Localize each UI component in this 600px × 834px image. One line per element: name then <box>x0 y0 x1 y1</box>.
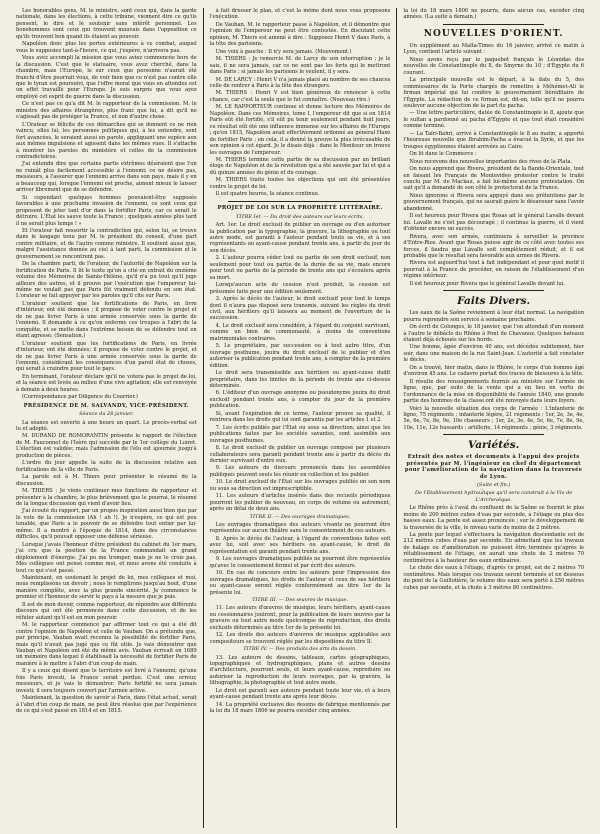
article-paragraph: Et l'orateur fait ressortir la contradiction qui, selon lui, se trouve dans le langage tenu par M. le président du conseil, d'une part contre militaire, et de l'autre comme ministre. Il soutient aussi que, malgré l'assistance donnée au ciel à tant parti, la commission et le gouvernement se rencontrent pas. <box>16 227 197 260</box>
article-paragraph: 6. L'éditeur d'un ouvrage anonyme ou pseudonyme jouira du droit exclusif pendant trente ans, à compter du jour de la première publication. <box>209 390 391 410</box>
varietes-title: Variétés. <box>468 439 520 452</box>
article-paragraph: — Une lettre particulière, datée de Constantinople le 8, ajoute que le sultan a pardonné au pacha d'Égypte et que tout était considéré comme terminé. <box>403 110 585 130</box>
article-paragraph: Une femme, âgée d'environ 40 ans, est décédée subitement, hier soir, dans une maison de la rue Saint-Jean. L'autorité a fait constater le décès. <box>403 344 585 364</box>
article-paragraph: 10. Le droit exclusif de l'État sur les ouvrages publiés en son nom ou sous sa direction est imprescriptible. <box>209 479 391 492</box>
article-paragraph: Maintenant, la question de savoir si Paris, dans l'état actuel, serait à l'abri d'un coup de main, ne peut être résolue que par l'expérience de ce qui s'est passé en 1814 et en 1815. <box>16 695 197 715</box>
property-law-title: PROJET DE LOI SUR LA PROPRIÉTÉ LITTÉRAIRE. <box>217 204 383 211</box>
divider <box>443 24 544 25</box>
article-paragraph: 10. En cas de concours entre les auteurs pour l'impression des ouvrages dramatiques, les droits de l'auteur et ceux de ses héritiers ou ayant-cause seront réglés conformément au titre 1er de la présente loi. <box>209 570 391 596</box>
article-paragraph: M. THIERS termine cette partie de sa discussion par un brillant éloge de Napoléon et de la révolution qui a été sauvée par lui et qui a dû quinze années du génie et du courage. <box>209 156 391 176</box>
article-paragraph: Il résulte des renseignements fournis au ministre sur l'armée de ligne, que, par suite de la vente qui a en lieu en vertu de l'ordonnance de la mise en disponibilité de l'année 1840, une grande partie des hommes de la classe ont été renvoyés dans leurs foyers. <box>403 378 585 405</box>
article-paragraph: J'ai écouté du rapport, par un propos inspiration aussi bien que par le vote de la commission (Ah ! ah !). Je n'espère, ce qui est peu tenable, que Paris a le pouvoir de se défendre tout entier par lui-même. Il a montré à l'époque de 1814, dans des circonstances difficiles, qu'il pouvait opposer une défense sérieuse. <box>16 508 197 541</box>
column-1 <box>10 8 203 828</box>
article-paragraph: J'ai entendu dire que certains partis extrêmes désiraient que l'on ne ruinât plus facilement accessible à l'ennemi; ce ne désire pas, messieurs, à l'assurer que l'ennemi arrive dans son pays, mais il y en a beaucoup qui, lorsque l'ennemi est proche, aiment mieux le laisser arriver librement que de se défendre. <box>16 161 197 194</box>
article-paragraph: à fait dresser le plan, et c'est la même dont nous vous proposons l'exécution. <box>209 8 391 21</box>
article-paragraph: Lorsque j'avais l'honneur d'être président du cabinet du 1er mars, j'ai cru que la position de la France commandait un grand déploiement d'énergie. J'ai pu me tromper, mais je ne le crois pas. Mes collègues ont pensé comme moi, et nous avons été conduits à tout ce qui s'est passé. <box>16 541 197 574</box>
orient-news-title: NOUVELLES D'ORIENT. <box>423 28 564 39</box>
article-paragraph: Il y a ceux qui disent que le territoire est livré à l'ennemi; qu'une fois Paris investi, la France serait perdue. C'est une erreur, messieurs, et je vais le démontrer. Paris fortifié ne sera jamais investi; il sera toujours couvert par l'armée active. <box>16 668 197 694</box>
article-paragraph: Voici la nouvelle situation des corps de l'armée : L'infanterie de ligne, 75 régiments ; infanterie légère, 21 régiments ; 1er, 2e, 3e, 4e, 5e, 6e, 7e, 8e, 9e, 10e chasseurs ; 1er, 2e, 3e, 4e, 5e, 6e, 7e, 8e, 9e, 10e, 11e, 12e hussards ; artillerie, 14 régiments ; génie, 3 régiments. <box>403 405 585 431</box>
article-paragraph: De Vauban, M. le rapporteur passe à Napoléon, et il démontre que l'opinion de l'empereur ne peut être contestée. En discutant cette opinion, M. Thiers est amené à dire : Supposez Henri V dans Paris, à la tête des parisiens. <box>209 21 391 48</box>
article-paragraph: Nous avons reçu par le paquebot français le Léonidas des nouvelles de Constantinople du 8, de Smyrne du 10 ; d'Égypte du 6 courant. <box>403 56 585 76</box>
varietes-subtitle: Extrait des notes et documents à l'appui des projets présentés par M. l'ingénieur en chef du département pour l'amélioration de la navigation dans la traversée de Lyon. <box>404 454 583 480</box>
article-paragraph: M. DE LARCY : Henri V n'a jamais placé au nombre de ses chances celle de rentrer à Paris à la tête des étrangers. <box>209 76 391 89</box>
article-paragraph: On nous apprend que Rivera, président de la Bande-Orientale, tout en faisant les Français de Montevideo protester contre le traité conclu par M. de Mackau, a fait lui-même aucune protestation. On sait qu'il a demandé de son côté le protectorat de la France. <box>403 166 585 192</box>
title-1-heading: TITRE Ier. — Du droit des auteurs sur leurs écrits. <box>235 213 365 220</box>
article-paragraph: L'orateur soutient que les fortifications de Paris, en livre d'intérieur, ont été données ; il propose de voter contre le projet et de ne pas livrer Paris à une armée conservée sous la garde de l'ennemi. Il demande à ce qu'on enferme ces troupes à l'abri de la conquête, et se mette dans l'extrême besoin de se défendre tout en étant agressé. (Sensation.) <box>16 300 197 340</box>
article-paragraph: 9. Les auteurs de discours prononcés dans les assemblées publiques peuvent seuls les réunir en collection et les publier. <box>209 465 391 478</box>
article-paragraph: De la chambre parti, de l'orateur, de l'autorité de Napoléon sur la fortification de Paris. Il lit le texte qu'on a cité en extrait du onzième volume des Mémoires de Sainte-Hélène, qu'il n'a pu tout qu'il juge ailleurs des autres, et il prouve par l'exécution que l'empereur lui-même ne voulait pas que Paris fût vraiment défendu en son état. L'orateur se fait appuyer par les paroles qu'il cite sur Paris. <box>16 261 197 300</box>
article-paragraph: Le droit est garanti aux auteurs pendant toute leur vie, et à leurs ayant-cause pendant trente ans après leur décès. <box>209 687 391 701</box>
article-paragraph: M. LE RAPPORTEUR continue et donne lecture des Mémoires de Napoléon. Dans ces Mémoires, tome I, l'empereur dit que si en 1814 Paris eût été fortifié, s'il eût pu tenir seulement pendant huit jours, ce résultat eût été une influence immense sur les affaires de l'Europe ; qu'en 1815, Napoléon avait effectivement ordonné au général Haxo de fortifier Paris ; en cela, il a donné la preuve la plus irrécusable de son opinion à cet égard. Je le disais déjà : dans le Moniteur on trouve les ouvrages de l'empereur. <box>209 104 391 156</box>
article-paragraph: Ce n'est pas ce qu'a dit M. le rapporteur de la commission. M. le ministre des affaires étrangères, plus franc que lui, a dit qu'il ne s'agissait pas de protéger la France, et non d'autre chose. <box>16 101 197 121</box>
article-paragraph: Les ouvrages dramatiques des auteurs vivants ne pourront être représentés sur aucun théâtre sans le consentement de ces auteurs. <box>209 521 391 535</box>
session-date: Séance du 28 janvier. <box>79 411 134 418</box>
divider <box>443 434 544 435</box>
article-paragraph: La principale nouvelle est le départ, à la date du 5, des commissaires de la Porte chargés de remettre à Méhémet-Ali le firman impérial qui lui confère le gouvernement héréditaire de l'Égypte. La rédaction de ce firman est, dit-on, telle qu'il ne pourra soulever aucune objection de la part du pacha. <box>403 77 585 109</box>
article-paragraph: On lit dans le Commerce : <box>409 151 477 158</box>
article-paragraph: Lorsqu'aucun acte de cession n'est produit, la cession est présumée faite pour une édition seulement. <box>209 282 391 295</box>
article-paragraph: Nous ignorons si Rivera sera appuyé dans ses prétentions par le gouvernement français, qui ne saurait guère le désavouer sans l'avoir abandonné. <box>403 192 585 212</box>
col2-paragraphs-4 <box>210 605 391 645</box>
article-paragraph: 4. Le droit exclusif sera considéré, à l'égard du conjoint survivant, comme un bien de communauté, à moins de conventions matrimoniales contraires. <box>209 322 391 342</box>
varietes-continuation: (Suite et fin.) <box>476 482 511 488</box>
article-paragraph: Art. 1er. Le droit exclusif de publier un ouvrage ou d'en autoriser la publication par la typographie, la gravure, la lithographie ou tout autre mode, est garanti à l'auteur pendant toute sa vie, et à ses représentants ou ayant-cause pendant trente ans, à partir du jour de son décès. <box>209 222 391 254</box>
article-paragraph: 8. Le droit exclusif de publier un ouvrage composé par plusieurs collaborateurs sera garanti pendant trente ans à partir du décès du dernier survivant d'entre eux. <box>209 445 391 464</box>
title-2-heading: TITRE II. — Des ouvrages dramatiques. <box>249 513 351 520</box>
col2-paragraphs-2 <box>210 222 391 512</box>
article-paragraph: 5. Le propriétaire, par succession ou à tout autre titre, d'un ouvrage posthume, jouira du droit exclusif de le publier et d'en autoriser la publication pendant trente ans, à compter de la première édition. <box>209 343 391 369</box>
article-paragraph: Il est heureux pour Rivera que le général Lavalle devant lui. <box>409 280 565 287</box>
divider <box>443 290 544 291</box>
article-paragraph: Le chute des eaux à l'étiage, d'après ce projet, est de 2 mètres 70 centimètres. Mais lorsque ces travaux seront terminés et en dessous du pont de la Guillotière, le volume des eaux sera porté à 250 mètres cubes par seconde, et la chute à 3 mètres 80 centimètres. <box>403 565 585 591</box>
article-paragraph: 11. Les auteurs d'articles insérés dans des recueils périodiques pourront les publier de nouveau, en corps de volume ou autrement, après un délai de deux ans. <box>209 493 391 513</box>
article-paragraph: M. THIERS : Je viens continuer mes fonctions de rapporteur et présenter à la chambre, le plus brièvement que le pourrai, le résumé de la longue discussion qui vient d'avoir lieu. <box>16 488 197 507</box>
article-paragraph: 12. Les droits des auteurs d'œuvres de musique applicables aux compositeurs se trouvent réglés par les dispositions du titre II. <box>209 632 391 645</box>
article-paragraph: Il est de mon devoir, comme rapporteur, de répondre aux différents discours qui ont été prononcés dans cette discussion, et de les réfuter autant qu'il est en mon pouvoir. <box>16 601 197 621</box>
col1-paragraphs <box>16 8 197 401</box>
article-paragraph: (Correspondance par Diligence du Courrier.) <box>22 394 138 401</box>
col2-paragraphs <box>210 8 391 198</box>
article-paragraph: Les eaux de la Saône reviennent à leur état normal. La navigation pourra reprendre son service à semaine prochaine. <box>403 310 585 323</box>
article-paragraph: 8. Après le décès de l'auteur, à l'égard de conventions faites soit avec lui, soit avec ses héritiers ou ayant-cause, le droit de représentation est garanti pendant trente ans. <box>209 535 391 555</box>
article-paragraph: On a trouvé, hier matin, dans le Rhône, le corps d'un homme âgé d'environ 45 ans. Le cadavre portait des traces de blessures à la tête. <box>403 364 585 378</box>
article-paragraph: M. THIERS traite toutes les objections qui ont été présentées contre le projet de loi. <box>209 177 391 190</box>
article-paragraph: 7. Les écrits publiés par l'État ou sous sa direction, ainsi que les publications faites par les sociétés savantes, sont assimilés aux ouvrages posthumes. <box>209 424 391 444</box>
title-4-heading: TITRE IV. — Des produits des arts du dessin. <box>243 646 357 653</box>
article-paragraph: 13. Les auteurs de dessins, tableaux, cartes géographiques, topographiques et hydrographiques, plans et autres dessins d'architecture, pourront seuls, et leurs ayant-cause, reproduire ou autoriser la reproduction de leurs ouvrages, par la gravure, la lithographie, la photographie et tout autre mode. <box>209 654 391 687</box>
article-paragraph: 2. L'auteur pourra céder tout ou partie de son droit exclusif, non seulement pour tout ou partie de la durée de sa vie, mais encore pour tout ou partie de la période de trente ans qui s'écoulera après sa mort. <box>209 255 391 281</box>
article-paragraph: Si, avant l'expiration de ce terme, l'auteur prouve sa qualité, il rentrera dans les droits qui lui sont garantis par les articles 1 et 2. <box>209 410 391 424</box>
col3-paragraphs <box>403 43 584 287</box>
title-3-heading: TITRE III. — Des œuvres de musique. <box>252 596 348 603</box>
article-paragraph: — La Taïri-Bahri, arrivé à Constantinople le 8 au matin, a apporté l'heureuse nouvelle que Ibrahim-Pacha a évacué la Syrie, et que les troupes égyptiennes étaient arrivées au Caire. <box>403 130 585 150</box>
article-paragraph: Nous recevons des nouvelles importantes des rives de la Plata. <box>409 158 573 165</box>
article-paragraph: 14. La propriété exclusive des dessins de fabrique mentionnés par la loi du 18 mars 1806 ne pourra excéder cinq années. <box>209 701 391 715</box>
divider <box>228 201 373 202</box>
article-paragraph: Un supplément au Malta-Times du 16 janvier, arrivé ce matin à Lyon, contient l'article suivant : <box>403 42 585 56</box>
columns <box>10 8 590 828</box>
column-3 <box>396 8 590 828</box>
session-president-heading: PRÉSIDENCE DE M. SALVANDY, VICE-PRÉSIDENT. <box>23 402 190 409</box>
faits-divers-paragraphs <box>403 310 584 431</box>
article-paragraph: Maintenant, en soutenant le projet de loi, mes collègues et moi, nous remplissons un devoir ; nous le remplirons jusqu'au bout, d'une manière complète, avec la plus grande sincérité. Je commence le premier et l'honneur de servir le pays à la mesure que je puis. <box>16 574 197 601</box>
article-paragraph: Napoléon donc plus les portes extérieures à ce combat, auquel vous le supposiez tant-à-l'heure, ce qui, j'espère, n'arrivera pas. <box>16 41 197 54</box>
article-paragraph: Rivera, avec son armée, continuera à surveiller la province d'Entre-Rios. Avant que Rosas puisse agir de ce côté avec toutes ses forces, il faudra que Lavalle soit complètement réduit, et il est probable que le résultat sera favorable aux armes de Rivera. <box>403 233 585 259</box>
varietes-section-heading: De l'Établissement hydraulique qu'il sera construit à la Vie de L'Archevêque. <box>415 490 573 503</box>
article-paragraph: Vous avez accompli la mission que vous aviez commencée hors de la discussion. C'est que le statuaire, vous avez cherché, dans la chambre, mais l'Europe, le sur ceux que personne n'aurait été franchi d'être pourrait vous, de voir bien que ce n'est pas contre elle que le tyran est poursuivi, que l'offre moral que vous en attendez est un effet travaillé pour l'Europe. Je suis surpris que vous ayez employé cet esprit de guerre dans la discussion. <box>16 55 197 100</box>
faits-divers-title: Faits Divers. <box>457 295 531 308</box>
col1-paragraphs-2 <box>16 420 197 715</box>
article-paragraph: En terminant, l'orateur déclare qu'il ne votera pas le projet de loi, et la séance est levée au milieu d'une vive agitation; elle est renvoyée à demain à deux heures. <box>16 373 197 393</box>
article-paragraph: M. THIERS : Henri V est bien généreux de renoncer à cette chance, car c'est la seule que le fut connaître. (Nouveau rire.) <box>209 90 391 103</box>
article-paragraph: La pente par lequel s'effectuera la navigation descendante est de 212 mètres cubes d'eau par seconde. En admettant que les travaux de halage ou d'amélioration ne puissent être terminés qu'après le rétablissement de l'étiage, on aurait une chute de 2 mètres 70 centimètres à la hauteur des eaux ordinaires. <box>403 532 585 564</box>
col2-paragraphs-5 <box>210 655 391 715</box>
article-paragraph: L'Orateur se félicite de ces démarches qui se donnent ce ne rien vaincu, elles lui, les personnes politiques qui, à les entendre, sont fort avancées, le seraient aussi en parole, appliquant une espèce aux aux mêmes impulsions et agissent dans les mêmes vues. Il s'attache à montrer les paroles du ministère et celles de la commission contradictoires. <box>16 121 197 160</box>
article-paragraph: On écrit de Colonges, le 18 janvier, que l'on attendait d'un moment à l'autre le débâcle du Rhône à Pont de Chavanoz. Quelques bateaux étaient déjà échoués sur les bords. <box>403 324 585 344</box>
article-paragraph: L'ordre du jour appelle la suite de la discussion relative aux fortifications de la ville de Paris. <box>16 460 197 473</box>
col3-top-paragraph: la loi du 18 mars 1806 ne pourra, dans aucun cas, excéder cinq années. (La suite à demain.) <box>403 8 585 21</box>
article-paragraph: Il est heureux pour Rivera que Rosas ait le général Lavalle devant lui. Lavalle ne s'est pas découragé ; il continue la guerre, et il vient d'obtenir encore un succès. <box>403 213 585 233</box>
varietes-paragraphs <box>403 505 584 591</box>
article-paragraph: Les honorables gens, M. le ministre, sont ceux qui, dans la garde nationale, dans les élections, à cette tribune, viennent dire ce qu'ils pensent, le dire et le soutenir sans intérêt personnel. Les bonshommes sont ceux qui trouvent mauvais dans l'opposition ce qu'ils trouvent bon quand ils étaient au pouvoir. <box>16 8 197 40</box>
article-paragraph: L'orateur soutient que les fortifications de Paris, en livrée d'interieur, ont été données; il propose de voter contre le projet, et de ne pas livrer Paris à une armée conservée sous la garde de l'ennemi, considérant les conséquences d'un pareil état de choses, qui serait à craindre pour tout le pays. <box>16 340 197 373</box>
article-paragraph: Le droit sera transmissible aux héritiers ou ayant-cause dudit propriétaire, dans les limites de la période de trente ans ci-dessus déterminée. <box>209 370 391 389</box>
article-paragraph: 3. Après le décès de l'auteur, le droit exclusif pour tout le temps dont il n'aura pas disposé sera transmis, suivant les règles du droit civil, aux héritiers qu'il laissera au moment de l'ouverture de la succession. <box>209 296 391 322</box>
article-paragraph: M. THIERS : Je remercie M. de Larcy de son interruption ; je le sais, il ne sera jamais, car ce ne sont pas les forts qui le mettront dans Paris ; si jamais les parisiens le veulent, il y sera. <box>209 56 391 76</box>
article-paragraph: 9. Les ouvrages dramatiques publiés ne pourront être représentés qu'avec le consentement formel et par écrit des auteurs. <box>209 556 391 569</box>
col2-paragraphs-3 <box>210 522 391 596</box>
article-paragraph: La parole est à M. Thiers pour présenter le résumé de la discussion. <box>16 474 197 487</box>
article-paragraph: M. le rapporteur commence par affirmer tout ce qui a été dit contre l'opinion de Napoléon et celle de Vauban. On a prétendu que, par principe, Vauban avait reconnu la possibilité de fortifier Paris, mais qu'il n'avait pas jugé que ce fût utile. Je vais démontrer que Vauban et Napoléon ont été du même avis. Vauban écrivait en 1689 un mémoire dans lequel il établissait la nécessité de fortifier Paris de manière à le mettre à l'abri d'un coup de main. <box>16 622 197 667</box>
article-paragraph: Le Rhône près à l'aval du confluent de la Saône se fournit le plus moins de 200 mètres cubes d'eau par seconde, à l'étiage ou plus des basses eaux. La pente est assez prononcée ; sur le développement de la traversée de la ville, le niveau varie de moins de 2 mètres. <box>403 505 585 531</box>
article-paragraph: Si cependant quelques hommes pouvaient-être supposés favorables à une prochaine invasion de l'ennemi, ce sont ceux qui proposent de jeter tant d'or dans la fortifier Paris, car ce serait le détruire. L'État les sauve toute la France ; quelques années plus tard il ne serait plus temps ! » <box>16 194 197 227</box>
column-2 <box>203 8 397 828</box>
article-paragraph: M. DURAND DE ROMORANTIN présente le rapport de l'élection de M. Fauconnet de l'Isère qui succède par le 1er collège du Loiret. L'élection est validée; mais l'admission de l'élu est ajournée jusqu'à production de pièces. <box>16 433 197 459</box>
article-paragraph: 11. Les auteurs d'œuvres de musique, leurs héritiers, ayant-cause ou cessionnaires jouiront, pour la publication de leurs œuvres par la gravure ou tout autre mode quelconque de reproduction, des droits exclusifs déterminés au titre 1er de la présente loi. <box>209 605 391 631</box>
article-paragraph: Une voix à gauche : Il n'y sera jamais. (Mouvement.) <box>215 48 352 55</box>
article-paragraph: Il est quatre heures, la séance continue. <box>215 191 320 198</box>
article-paragraph: La séance est ouverte à une heure un quart. Le procès-verbal est lu et adopté. <box>16 419 197 432</box>
article-paragraph: Rivera est aujourd'hui tout à fait indépendant et pour quel motif il pourrait à la France de procéder, en raison de l'établissement d'un régime intérieur. <box>403 260 585 280</box>
